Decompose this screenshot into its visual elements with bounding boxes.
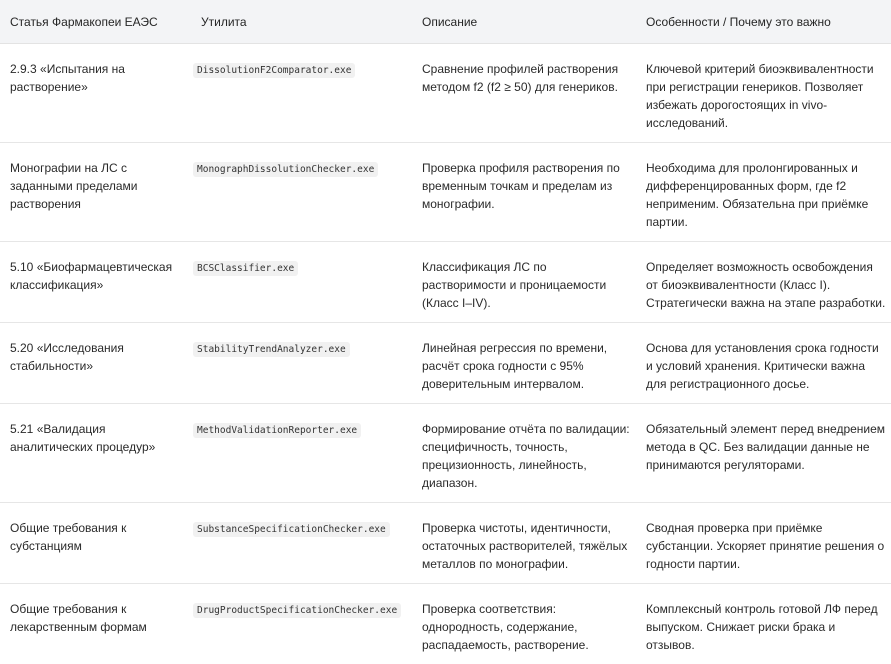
cell-article: 5.10 «Биофармацевтическая классификация» bbox=[0, 242, 191, 323]
table-row bbox=[0, 242, 891, 323]
table-row bbox=[0, 503, 891, 584]
table-row bbox=[0, 44, 891, 143]
cell-article: 5.20 «Исследования стабильности» bbox=[0, 323, 191, 404]
utility-code: DrugProductSpecificationChecker.exe bbox=[193, 603, 401, 618]
utility-code: DissolutionF2Comparator.exe bbox=[193, 63, 355, 78]
cell-notes: Основа для установления срока годности и условий хранения. Критически важна для регистрационного досье. bbox=[636, 323, 891, 404]
cell-description: Проверка соответствия: однородность, содержание, распадаемость, растворение. bbox=[412, 584, 636, 664]
utility-code: StabilityTrendAnalyzer.exe bbox=[193, 342, 350, 357]
cell-notes: Обязательный элемент перед внедрением метода в QC. Без валидации данные не принимаются регуляторами. bbox=[636, 404, 891, 503]
cell-description: Проверка чистоты, идентичности, остаточных растворителей, тяжёлых металлов по монографии. bbox=[412, 503, 636, 584]
header-notes: Особенности / Почему это важно bbox=[636, 0, 891, 44]
cell-description: Сравнение профилей растворения методом f2 (f2 ≥ 50) для генериков. bbox=[412, 44, 636, 143]
utility-code: MonographDissolutionChecker.exe bbox=[193, 162, 378, 177]
header-article: Статья Фармакопеи ЕАЭС bbox=[0, 0, 191, 44]
utility-code: MethodValidationReporter.exe bbox=[193, 423, 361, 438]
cell-description: Классификация ЛС по растворимости и проницаемости (Класс I–IV). bbox=[412, 242, 636, 323]
cell-notes: Ключевой критерий биоэквивалентности при регистрации генериков. Позволяет избежать дорогостоящих in vivo-исследований. bbox=[636, 44, 891, 143]
cell-description: Формирование отчёта по валидации: специфичность, точность, прецизионность, линейность, диапазон. bbox=[412, 404, 636, 503]
table-row bbox=[0, 584, 891, 664]
header-description: Описание bbox=[412, 0, 636, 44]
table-header-row bbox=[0, 0, 891, 44]
cell-description: Проверка профиля растворения по временным точкам и пределам из монографии. bbox=[412, 143, 636, 242]
header-utility: Утилита bbox=[191, 0, 412, 44]
utility-code: SubstanceSpecificationChecker.exe bbox=[193, 522, 390, 537]
table-row bbox=[0, 404, 891, 503]
cell-notes: Определяет возможность освобождения от биоэквивалентности (Класс I). Стратегически важна на этапе разработки. bbox=[636, 242, 891, 323]
cell-article: 2.9.3 «Испытания на растворение» bbox=[0, 44, 191, 143]
table-row bbox=[0, 143, 891, 242]
cell-notes: Комплексный контроль готовой ЛФ перед выпуском. Снижает риски брака и отзывов. bbox=[636, 584, 891, 664]
cell-description: Линейная регрессия по времени, расчёт срока годности с 95% доверительным интервалом. bbox=[412, 323, 636, 404]
utility-code: BCSClassifier.exe bbox=[193, 261, 298, 276]
cell-article: Монографии на ЛС с заданными пределами растворения bbox=[0, 143, 191, 242]
cell-article: 5.21 «Валидация аналитических процедур» bbox=[0, 404, 191, 503]
table-row bbox=[0, 323, 891, 404]
cell-article: Общие требования к субстанциям bbox=[0, 503, 191, 584]
cell-notes: Необходима для пролонгированных и дифференцированных форм, где f2 неприменим. Обязательна при приёмке партии. bbox=[636, 143, 891, 242]
cell-article: Общие требования к лекарственным формам bbox=[0, 584, 191, 664]
cell-notes: Сводная проверка при приёмке субстанции. Ускоряет принятие решения о годности партии. bbox=[636, 503, 891, 584]
